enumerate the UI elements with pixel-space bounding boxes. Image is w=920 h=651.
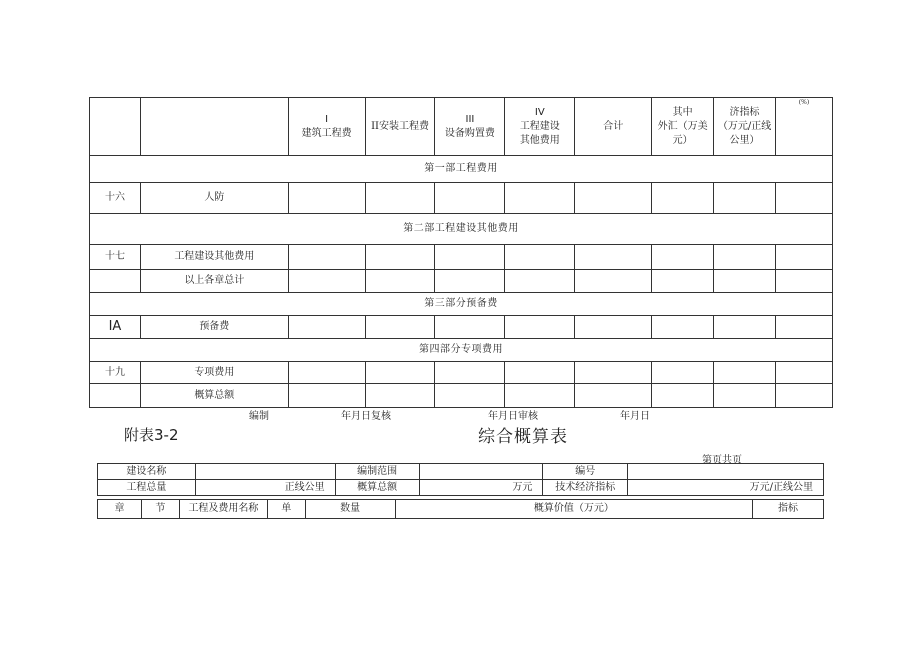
cell bbox=[652, 245, 714, 270]
section-part2: 第二部工程建设其他费用 bbox=[90, 214, 833, 245]
estimate-summary-table bbox=[89, 97, 833, 408]
cell bbox=[288, 362, 365, 384]
header-iv-roman: IV bbox=[534, 106, 545, 118]
section-part1: 第一部工程费用 bbox=[90, 156, 833, 183]
cell bbox=[365, 316, 435, 339]
section-row bbox=[90, 293, 833, 316]
appendix-label: 附表3-2 bbox=[124, 426, 179, 444]
cell bbox=[776, 362, 833, 384]
cell bbox=[505, 316, 575, 339]
row-number: IA bbox=[90, 316, 141, 339]
cell bbox=[575, 183, 652, 214]
sign-review: 年月日复核 bbox=[341, 411, 391, 422]
header-installation-cost: II安装工程费 bbox=[365, 98, 435, 156]
tech-index-unit: 万元/正线公里 bbox=[628, 480, 824, 496]
header-building-cost bbox=[288, 98, 365, 156]
cell bbox=[652, 384, 714, 408]
cell bbox=[575, 362, 652, 384]
cell bbox=[365, 183, 435, 214]
cell bbox=[505, 362, 575, 384]
row-name: 以上各章总计 bbox=[140, 270, 288, 293]
header-blank-2 bbox=[140, 98, 288, 156]
number-value bbox=[628, 464, 824, 480]
cell bbox=[714, 362, 776, 384]
cell bbox=[288, 245, 365, 270]
table-row bbox=[90, 316, 833, 339]
row-name: 专项费用 bbox=[140, 362, 288, 384]
cell bbox=[575, 270, 652, 293]
cell bbox=[365, 270, 435, 293]
header-iv-line2: 其他费用 bbox=[519, 134, 560, 146]
table-row bbox=[90, 362, 833, 384]
cell bbox=[575, 384, 652, 408]
cell bbox=[435, 316, 505, 339]
project-name-value bbox=[195, 464, 335, 480]
cell bbox=[435, 183, 505, 214]
header-i-label: 建筑工程费 bbox=[301, 127, 352, 139]
cell bbox=[288, 384, 365, 408]
table-row bbox=[90, 245, 833, 270]
header-blank-1 bbox=[90, 98, 141, 156]
cell bbox=[776, 245, 833, 270]
header-index-line3: 公里） bbox=[729, 134, 760, 146]
row-name: 工程建设其他费用 bbox=[140, 245, 288, 270]
table-row bbox=[98, 480, 824, 496]
cell bbox=[435, 362, 505, 384]
header-total: 合计 bbox=[575, 98, 652, 156]
estimate-detail-header-table bbox=[97, 499, 824, 519]
estimate-total-unit: 万元 bbox=[419, 480, 543, 496]
table-row bbox=[90, 270, 833, 293]
row-number: 十九 bbox=[90, 362, 141, 384]
sign-date: 年月日 bbox=[620, 411, 650, 422]
row-name: 概算总额 bbox=[140, 384, 288, 408]
row-number: 十六 bbox=[90, 183, 141, 214]
table-row bbox=[98, 500, 824, 519]
cell bbox=[288, 270, 365, 293]
cell bbox=[435, 384, 505, 408]
cell bbox=[365, 362, 435, 384]
cell bbox=[505, 183, 575, 214]
header-other-cost bbox=[505, 98, 575, 156]
project-total-label: 工程总量 bbox=[98, 480, 196, 496]
header-index-line2: （万元/正线 bbox=[717, 120, 772, 132]
cell bbox=[505, 245, 575, 270]
col-quantity: 数量 bbox=[305, 500, 395, 519]
header-index bbox=[714, 98, 776, 156]
number-label: 编号 bbox=[543, 464, 628, 480]
header-percent: (%) bbox=[776, 98, 833, 156]
cell bbox=[435, 245, 505, 270]
header-row bbox=[90, 98, 833, 156]
table-row bbox=[90, 183, 833, 214]
cell bbox=[652, 270, 714, 293]
cell bbox=[505, 270, 575, 293]
cell bbox=[652, 183, 714, 214]
cell bbox=[714, 245, 776, 270]
cell bbox=[714, 270, 776, 293]
cell bbox=[435, 270, 505, 293]
signature-line bbox=[89, 407, 833, 421]
header-forex-line3: 元） bbox=[672, 134, 693, 146]
cell bbox=[365, 245, 435, 270]
cell bbox=[714, 316, 776, 339]
cell bbox=[776, 316, 833, 339]
row-number: 十七 bbox=[90, 245, 141, 270]
section-row bbox=[90, 339, 833, 362]
col-chapter: 章 bbox=[98, 500, 142, 519]
table-row bbox=[98, 464, 824, 480]
compile-scope-value bbox=[419, 464, 543, 480]
cell bbox=[652, 362, 714, 384]
header-forex bbox=[652, 98, 714, 156]
header-iv-line1: 工程建设 bbox=[519, 120, 560, 132]
header-forex-line2: 外汇（万美 bbox=[657, 120, 708, 132]
page-info: 第页共页 bbox=[702, 455, 742, 466]
project-total-unit: 正线公里 bbox=[195, 480, 335, 496]
cell bbox=[714, 384, 776, 408]
sign-audit: 年月日审核 bbox=[488, 411, 538, 422]
cell bbox=[776, 384, 833, 408]
project-name-label: 建设名称 bbox=[98, 464, 196, 480]
compile-scope-label: 编制范围 bbox=[335, 464, 419, 480]
section-part4: 第四部分专项费用 bbox=[90, 339, 833, 362]
sign-compile: 编制 bbox=[249, 411, 269, 422]
form-title: 综合概算表 bbox=[478, 427, 568, 447]
cell bbox=[505, 384, 575, 408]
col-section: 节 bbox=[141, 500, 179, 519]
col-index: 指标 bbox=[753, 500, 824, 519]
cell bbox=[776, 270, 833, 293]
section-row bbox=[90, 156, 833, 183]
row-name: 预备费 bbox=[140, 316, 288, 339]
row-name: 人防 bbox=[140, 183, 288, 214]
header-forex-line1: 其中 bbox=[672, 106, 693, 118]
estimate-total-label: 概算总额 bbox=[335, 480, 419, 496]
header-iii-label: 设备购置费 bbox=[444, 127, 495, 139]
tech-index-label: 技术经济指标 bbox=[543, 480, 628, 496]
section-row bbox=[90, 214, 833, 245]
header-equipment-cost bbox=[435, 98, 505, 156]
project-info-table bbox=[97, 463, 824, 496]
cell bbox=[714, 183, 776, 214]
header-i-roman: I bbox=[325, 113, 329, 125]
cell bbox=[288, 316, 365, 339]
cell bbox=[776, 183, 833, 214]
cell bbox=[90, 270, 141, 293]
cell bbox=[288, 183, 365, 214]
col-unit: 单 bbox=[267, 500, 305, 519]
header-iii-roman: III bbox=[465, 113, 475, 125]
col-estimate-value: 概算价值（万元） bbox=[395, 500, 752, 519]
cell bbox=[365, 384, 435, 408]
cell bbox=[575, 316, 652, 339]
header-index-line1: 济指标 bbox=[729, 106, 760, 118]
table-row bbox=[90, 384, 833, 408]
col-item-name: 工程及费用名称 bbox=[179, 500, 267, 519]
cell bbox=[90, 384, 141, 408]
cell bbox=[652, 316, 714, 339]
cell bbox=[575, 245, 652, 270]
section-part3: 第三部分预备费 bbox=[90, 293, 833, 316]
